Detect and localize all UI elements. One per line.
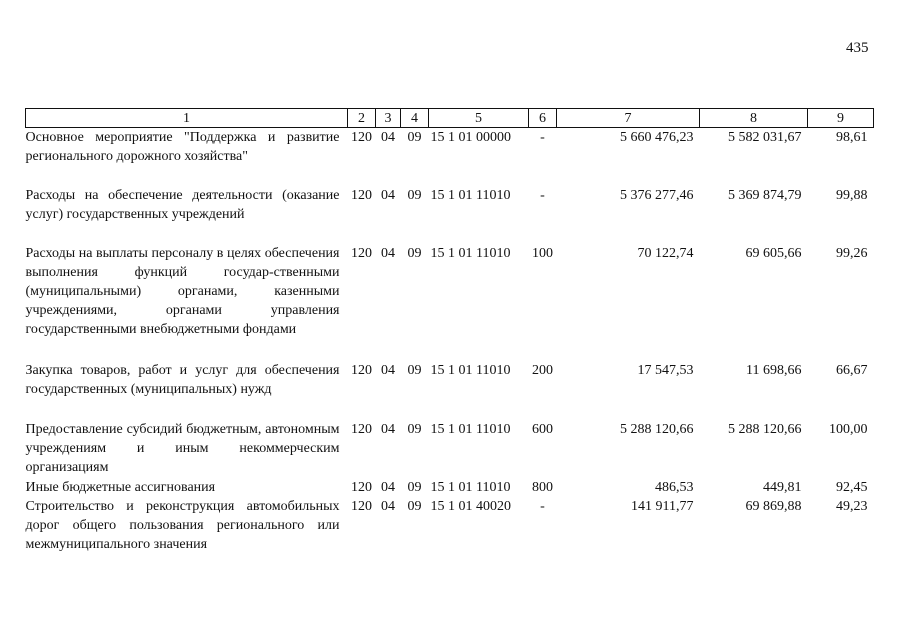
- row-pr: 09: [407, 498, 422, 514]
- row-csr: 15 1 01 00000: [430, 130, 511, 145]
- row-pr: 09: [407, 245, 422, 261]
- row-rz: 04: [381, 130, 395, 145]
- row-csr: 15 1 01 11010: [430, 421, 511, 437]
- row-vr: -: [540, 498, 545, 514]
- row-rz: 04: [381, 498, 395, 514]
- column-header: 7: [557, 109, 700, 128]
- row-percent: 99,26: [836, 245, 868, 261]
- row-name: Иные бюджетные ассигнования: [25, 479, 216, 495]
- row-grbs: 120: [351, 245, 372, 261]
- row-rz: 04: [381, 245, 395, 261]
- row-name: Закупка товаров, работ и услуг для обеспечения государственных (муниципальных) нужд: [25, 362, 340, 397]
- row-fact: 5 582 031,67: [728, 130, 802, 145]
- row-plan: 70 122,74: [637, 245, 694, 261]
- row-fact: 69 605,66: [745, 245, 802, 261]
- row-pr: 09: [407, 187, 422, 203]
- row-fact: 5 288 120,66: [728, 421, 802, 437]
- table-body: [26, 128, 874, 554]
- row-percent: 98,61: [836, 130, 868, 145]
- row-name: Расходы на обеспечение деятельности (оказание услуг) государственных учреждений: [25, 187, 340, 222]
- row-percent: 66,67: [836, 362, 868, 378]
- table-row: [26, 478, 874, 497]
- row-grbs: 120: [351, 130, 372, 145]
- row-vr: 800: [532, 479, 553, 495]
- table-row: [26, 361, 874, 420]
- row-name: Строительство и реконструкция автомобильных дорог общего пользования регионального или межмуниципального значения: [25, 498, 340, 552]
- row-vr: 200: [532, 362, 553, 378]
- column-header: 8: [700, 109, 808, 128]
- row-plan: 5 288 120,66: [620, 421, 694, 437]
- row-pr: 09: [407, 479, 422, 495]
- row-csr: 15 1 01 11010: [430, 479, 511, 495]
- row-name: Основное мероприятие "Поддержка и развитие регионального дорожного хозяйства": [25, 130, 340, 164]
- column-header: 3: [376, 109, 401, 128]
- page-number: 435: [846, 40, 869, 56]
- row-csr: 15 1 01 40020: [430, 498, 511, 514]
- row-name: Предоставление субсидий бюджетным, автономным учреждениям и иным некоммерческим организациям: [25, 421, 340, 475]
- table-row: [26, 244, 874, 361]
- row-plan: 17 547,53: [637, 362, 694, 378]
- row-grbs: 120: [351, 479, 372, 495]
- row-vr: -: [540, 187, 545, 203]
- row-pr: 09: [407, 362, 422, 378]
- row-percent: 99,88: [836, 187, 868, 203]
- row-grbs: 120: [351, 362, 372, 378]
- row-plan: 5 660 476,23: [620, 130, 694, 145]
- row-vr: -: [540, 130, 545, 145]
- row-rz: 04: [381, 362, 395, 378]
- row-percent: 100,00: [829, 421, 868, 437]
- row-percent: 49,23: [836, 498, 868, 514]
- row-fact: 449,81: [763, 479, 802, 495]
- row-plan: 486,53: [655, 479, 694, 495]
- table-row: [26, 128, 874, 186]
- row-vr: 600: [532, 421, 553, 437]
- row-pr: 09: [407, 130, 422, 145]
- column-header: 1: [26, 109, 348, 128]
- row-vr: 100: [532, 245, 553, 261]
- row-fact: 69 869,88: [745, 498, 802, 514]
- table-row: [26, 420, 874, 478]
- table-row: [26, 497, 874, 554]
- row-plan: 141 911,77: [631, 498, 694, 514]
- header-row: [26, 109, 874, 128]
- row-plan: 5 376 277,46: [620, 187, 694, 203]
- row-name: Расходы на выплаты персоналу в целях обеспечения выполнения функций государ-ственными (муниципальными) органами, казенными учреждениями, органами управления государственными внебюджетными фондами: [25, 245, 340, 337]
- table-header: [26, 109, 874, 128]
- column-header: 2: [348, 109, 376, 128]
- row-rz: 04: [381, 187, 395, 203]
- row-fact: 5 369 874,79: [728, 187, 802, 203]
- column-header: 4: [401, 109, 429, 128]
- row-grbs: 120: [351, 421, 372, 437]
- column-header: 9: [808, 109, 874, 128]
- row-grbs: 120: [351, 187, 372, 203]
- row-csr: 15 1 01 11010: [430, 362, 511, 378]
- row-grbs: 120: [351, 498, 372, 514]
- column-header: 5: [429, 109, 529, 128]
- table-row: [26, 186, 874, 244]
- column-header: 6: [529, 109, 557, 128]
- row-csr: 15 1 01 11010: [430, 245, 511, 261]
- row-csr: 15 1 01 11010: [430, 187, 511, 203]
- row-rz: 04: [381, 479, 395, 495]
- budget-table: [25, 108, 874, 554]
- row-pr: 09: [407, 421, 422, 437]
- row-rz: 04: [381, 421, 395, 437]
- row-percent: 92,45: [836, 479, 868, 495]
- row-fact: 11 698,66: [746, 362, 802, 378]
